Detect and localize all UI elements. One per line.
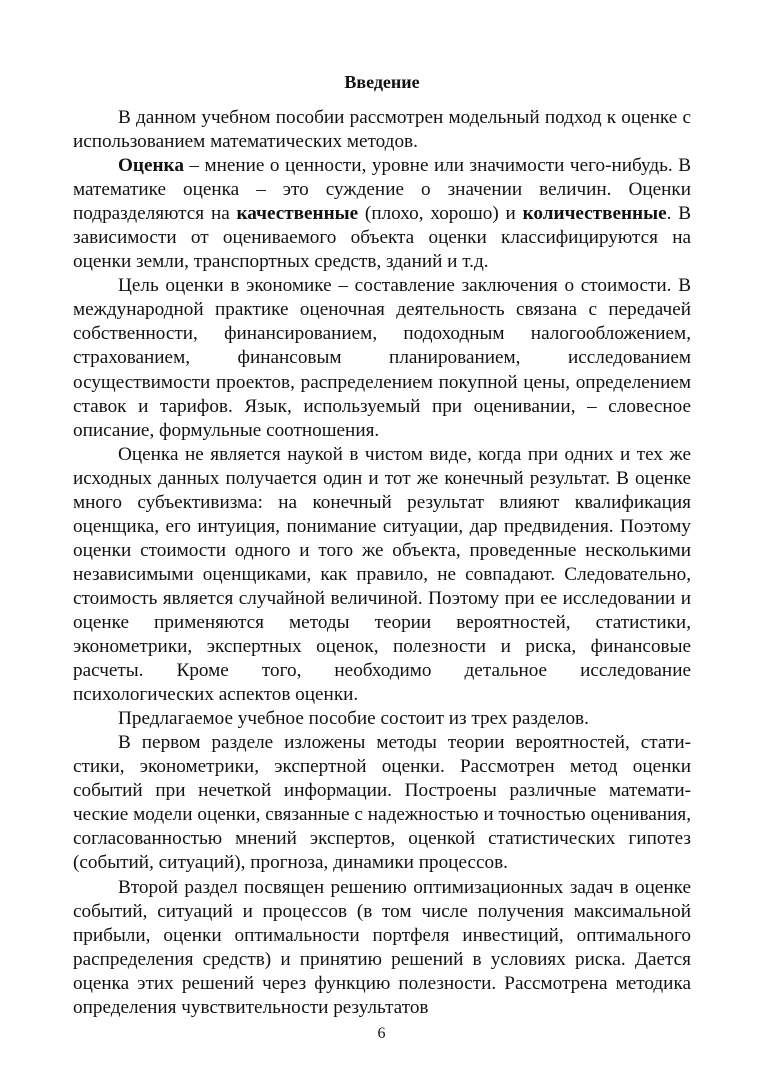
bold-term-kolichestvennye: количественные — [522, 203, 667, 225]
paragraph-5 — [73, 707, 691, 731]
page-title: Введение — [344, 72, 420, 92]
paragraph-7 — [73, 876, 691, 1020]
paragraph-text: . В зависимости от оцениваемого объекта оценки классифицируются на оценки земли, транспортных средств, зданий и т.д. — [73, 203, 691, 273]
paragraph-4 — [73, 443, 691, 708]
bold-term-kachestvennye: качественные — [236, 203, 359, 225]
paragraph-text: – мнение о ценности, уровне или значимости чего-нибудь. В математике оценка – это суждение о значении величин. Оценки подразделяются на — [73, 155, 691, 225]
paragraph-text: В первом разделе изложены методы теории вероятностей, статистики, эконометрики, экспертной оценки. Рассмотрен метод оценки событий при нечеткой информации. Построены различные математические модели оценки, связанные с надежностью и точностью оценивания, согласованностью мнений экспертов, оценкой статистических гипотез (событий, ситуаций), прогноза, динамики процессов. — [73, 732, 691, 874]
paragraph-text: Оценка не является наукой в чистом виде, когда при одних и тех же исходных данных получается один и тот же конечный результат. В оценке много субъективизма: на конечный результат влияют квалификация оценщика, его интуиция, понимание ситуации, дар предвидения. Поэтому оценки стоимости одного и того же объекта, проведенные несколькими независимыми оценщиками, как правило, не совпадают. Следовательно, стоимость является случайной величиной. Поэтому при ее исследовании и оценке применяются методы теории вероятностей, статистики, эконометрики, экспертных оценок, полезности и риска, финансовые расчеты. Кроме того, необходимо детальное исследование психологических аспектов оценки. — [73, 443, 691, 706]
paragraph-3 — [73, 274, 691, 442]
paragraph-text: Второй раздел посвящен решению оптимизационных задач в оценке событий, ситуаций и процессов (в том числе получения максимальной прибыли, оценки оптимальности портфеля инвестиций, оптимального распределения средств) и принятию решений в условиях риска. Дается оценка этих решений через функцию полезности. Рассмотрена методика определения чувствительности результатов — [73, 876, 691, 1018]
paragraph-text: Предлагаемое учебное пособие состоит из трех разделов. — [118, 708, 589, 730]
paragraph-text: В данном учебном пособии рассмотрен модельный подход к оценке с использованием математических методов. — [73, 107, 691, 153]
page-number: 6 — [377, 1025, 386, 1042]
bold-term-otsenka: Оценка — [118, 155, 184, 177]
paragraph-text: (плохо, хорошо) и — [358, 203, 523, 225]
document-page — [73, 70, 691, 1020]
paragraph-2 — [73, 154, 691, 274]
paragraph-6 — [73, 731, 691, 875]
paragraph-text: Цель оценки в экономике – составление заключения о стоимости. В международной практике оценочная деятельность связана с передачей собственности, финансированием, подоходным налогообложением, страхованием, финансовым планированием, исследованием осуществимости проектов, распределением покупной цены, определением ставок и тарифов. Язык, используемый при оценивании, – словесное описание, формульные соотношения. — [73, 275, 691, 441]
paragraph-1 — [73, 106, 691, 154]
